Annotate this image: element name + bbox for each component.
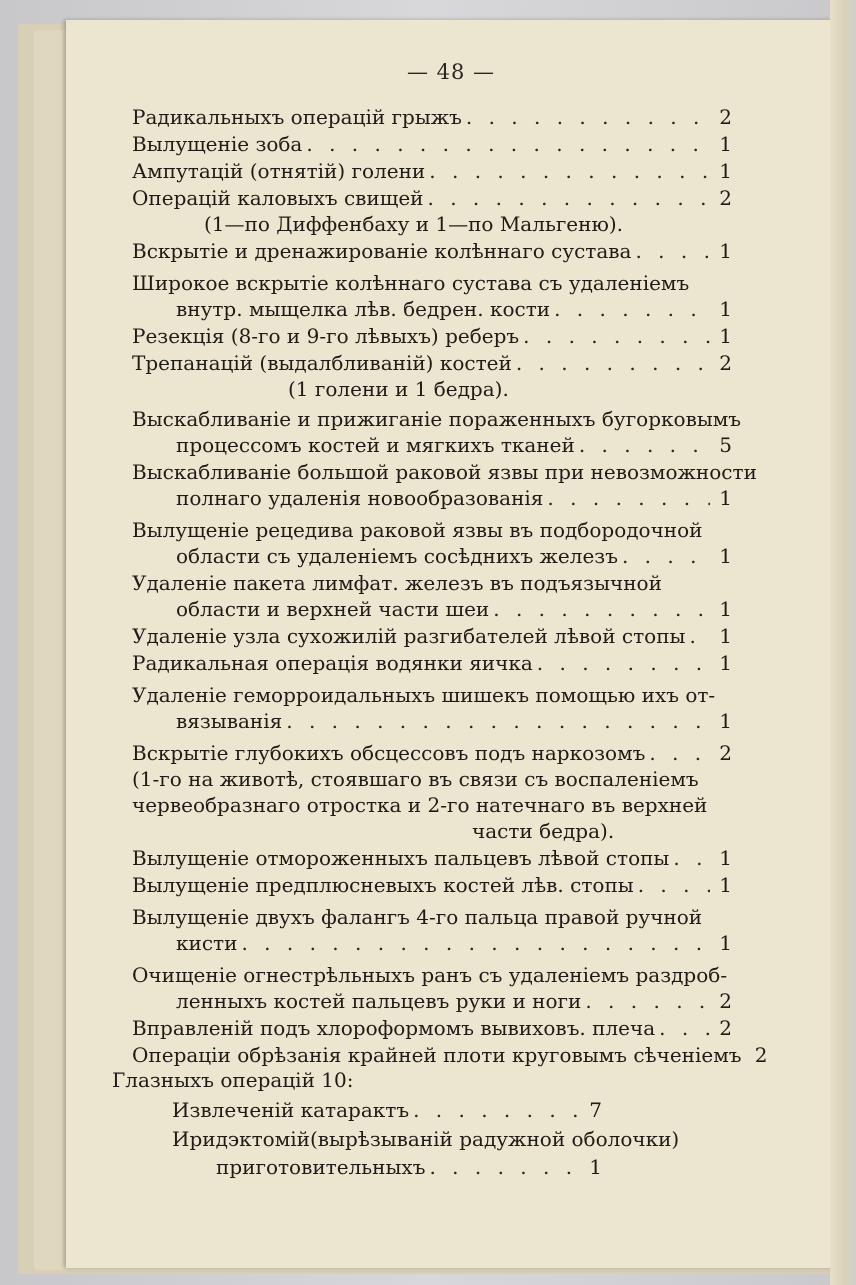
entry-count: 7	[589, 1098, 602, 1122]
list-item	[132, 740, 732, 844]
entry-label: Радикальныхъ операцій грыжъ	[132, 105, 462, 129]
dot-leader	[428, 185, 711, 211]
entry-count: 1	[719, 873, 732, 897]
list-item	[132, 238, 732, 264]
entry-label: Вылущеніе предплюсневыхъ костей лѣв. стопы	[132, 873, 634, 897]
entry-label: Вправленій подъ хлороформомъ вывиховъ. плеча	[132, 1016, 656, 1040]
dot-leader	[493, 596, 710, 622]
entry-count: 2	[719, 989, 732, 1013]
entry-count: 2	[719, 351, 732, 375]
entry-row	[132, 158, 732, 184]
list-item	[132, 406, 742, 458]
list-item	[132, 682, 732, 734]
list-item	[132, 104, 732, 130]
dot-leader	[649, 740, 710, 766]
entry-row	[132, 185, 732, 211]
list-item	[132, 185, 732, 237]
list-item	[132, 650, 732, 676]
entry-label: Трепанацій (выдалбливаній) костей	[132, 351, 512, 375]
entry-label: Вскрытіе и дренажированіе колѣннаго сустава	[132, 239, 632, 263]
eye-section-heading: Глазныхъ операцій 10:	[112, 1068, 354, 1092]
entry-note: (1—по Диффенбаху и 1—по Мальгеню).	[204, 212, 624, 236]
entry-label: внутр. мыщелка лѣв. бедрен. кости	[176, 297, 551, 321]
entry-count: 1	[719, 846, 732, 870]
dot-leader	[516, 350, 710, 376]
entry-label: Извлеченій катарактъ	[172, 1098, 410, 1122]
list-item	[132, 270, 732, 322]
dot-leader	[466, 104, 710, 130]
entry-count: 1	[719, 297, 732, 321]
dot-leader	[523, 323, 710, 349]
entry-label: кисти	[176, 931, 238, 955]
list-item	[132, 845, 732, 871]
entry-row	[172, 1096, 602, 1124]
list-item	[132, 131, 732, 157]
entry-text-line: Удаленіе геморроидальныхъ шишекъ помощью ихъ от-	[132, 683, 716, 707]
entry-count: 1	[589, 1155, 602, 1179]
entry-count: 1	[719, 159, 732, 183]
list-item	[132, 962, 732, 1014]
list-item	[132, 323, 732, 349]
dot-leader	[429, 1153, 580, 1181]
entry-row	[132, 104, 732, 130]
entry-label: области съ удаленіемъ сосѣднихъ железъ	[176, 544, 618, 568]
entry-row	[132, 323, 732, 349]
list-item	[132, 623, 732, 649]
entry-label: Ампутацій (отнятій) голени	[132, 159, 426, 183]
entry-count: 1	[719, 651, 732, 675]
list-item	[132, 872, 732, 898]
list-item	[132, 1042, 768, 1068]
entry-count: 2	[719, 105, 732, 129]
list-item	[132, 158, 732, 184]
entry-count: 1	[719, 324, 732, 348]
entry-label: Вылущеніе отмороженныхъ пальцевъ лѣвой стопы	[132, 846, 670, 870]
facing-page-edge	[830, 0, 856, 1285]
entry-label: вязыванія	[176, 709, 283, 733]
dot-leader	[306, 131, 710, 157]
entry-label: Вылущеніе зоба	[132, 132, 303, 156]
list-item	[172, 1096, 602, 1124]
entry-text-line: Выскабливаніе и прижиганіе пораженныхъ бугорковымъ	[132, 407, 742, 431]
entry-count: 2	[719, 741, 732, 765]
entry-row	[132, 740, 732, 766]
dot-leader	[241, 930, 710, 956]
entry-count: 1	[719, 132, 732, 156]
entry-note: части бедра).	[472, 819, 615, 843]
entry-label: Операцій каловыхъ свищей	[132, 186, 424, 210]
entry-row	[132, 650, 732, 676]
entry-label: Операціи обрѣзанія крайней плоти круговымъ сѣченіемъ	[132, 1043, 742, 1067]
entry-row	[132, 845, 732, 871]
dot-leader	[635, 238, 710, 264]
entry-count: 2	[719, 186, 732, 210]
dot-leader	[547, 485, 710, 511]
entry-text-line: Удаленіе пакета лимфат. железъ въ подъязычной	[132, 571, 662, 595]
entry-count: 1	[719, 597, 732, 621]
entry-text-line: Вылущеніе двухъ фалангъ 4-го пальца правой ручной	[132, 905, 703, 929]
dot-leader	[638, 872, 710, 898]
entry-count: 1	[719, 709, 732, 733]
eye-operations-list	[172, 1096, 680, 1182]
entry-count: 1	[719, 544, 732, 568]
list-item	[132, 904, 732, 956]
entry-row	[132, 1015, 732, 1041]
list-item	[132, 350, 732, 402]
entry-row	[132, 1042, 768, 1068]
entry-row	[132, 238, 732, 264]
dot-leader	[554, 296, 710, 322]
dot-leader	[689, 623, 710, 649]
entry-continuation-line: червеобразнаго отростка и 2-го натечнаго въ верхней	[132, 793, 708, 817]
entry-count: 2	[719, 1016, 732, 1040]
entry-text-line: Вылущеніе рецедива раковой язвы въ подбородочной	[132, 518, 703, 542]
list-item	[132, 517, 732, 569]
dot-leader	[579, 432, 710, 458]
entry-row	[132, 485, 732, 511]
list-item	[172, 1125, 680, 1181]
dot-leader	[622, 543, 710, 569]
entry-continuation-line: (1-го на животѣ, стоявшаго въ связи съ воспаленіемъ	[132, 767, 699, 791]
entry-row	[132, 872, 732, 898]
entry-label: полнаго удаленія новообразованія	[176, 486, 544, 510]
entry-text-line: Широкое вскрытіе колѣннаго сустава съ удаленіемъ	[132, 271, 690, 295]
entry-row	[132, 296, 732, 322]
operations-list	[132, 104, 768, 1069]
entry-count: 1	[719, 624, 732, 648]
entry-count: 1	[719, 931, 732, 955]
entry-text-line: Выскабливаніе большой раковой язвы при невозможности	[132, 460, 757, 484]
entry-row	[132, 350, 732, 376]
entry-label: приготовительныхъ	[216, 1155, 426, 1179]
entry-note: (1 голени и 1 бедра).	[288, 377, 509, 401]
entry-row	[132, 596, 732, 622]
entry-label: области и верхней части шеи	[176, 597, 490, 621]
entry-row	[132, 930, 732, 956]
entry-count: 1	[719, 486, 732, 510]
dot-leader	[659, 1015, 710, 1041]
dot-leader	[537, 650, 710, 676]
entry-row	[132, 432, 732, 458]
entry-count: 5	[719, 433, 732, 457]
entry-count: 1	[719, 239, 732, 263]
entry-text-line: Иридэктомій(вырѣзываній радужной оболочки)	[172, 1127, 680, 1151]
list-item	[132, 459, 757, 511]
list-item	[132, 1015, 732, 1041]
entry-label: Резекція (8-го и 9-го лѣвыхъ) реберъ	[132, 324, 520, 348]
dot-leader	[413, 1096, 580, 1124]
entry-count: 2	[754, 1043, 768, 1067]
entry-label: Радикальная операція водянки яичка	[132, 651, 533, 675]
dot-leader	[673, 845, 710, 871]
entry-text-line: Очищеніе огнестрѣльныхъ ранъ съ удаленіемъ раздроб-	[132, 963, 728, 987]
list-item	[132, 570, 732, 622]
entry-row	[132, 623, 732, 649]
dot-leader	[429, 158, 710, 184]
entry-label: процессомъ костей и мягкихъ тканей	[176, 433, 575, 457]
entry-row	[132, 543, 732, 569]
entry-label: Вскрытіе глубокихъ обсцессовъ подъ наркозомъ	[132, 741, 646, 765]
entry-row	[172, 1153, 602, 1181]
entry-row	[132, 988, 732, 1014]
entry-row	[132, 708, 732, 734]
dot-leader	[585, 988, 710, 1014]
dot-leader	[286, 708, 710, 734]
entry-row	[132, 131, 732, 157]
page-number: — 48 —	[406, 60, 496, 84]
entry-label: Удаленіе узла сухожилій разгибателей лѣвой стопы	[132, 624, 686, 648]
entry-label: ленныхъ костей пальцевъ руки и ноги	[176, 989, 582, 1013]
